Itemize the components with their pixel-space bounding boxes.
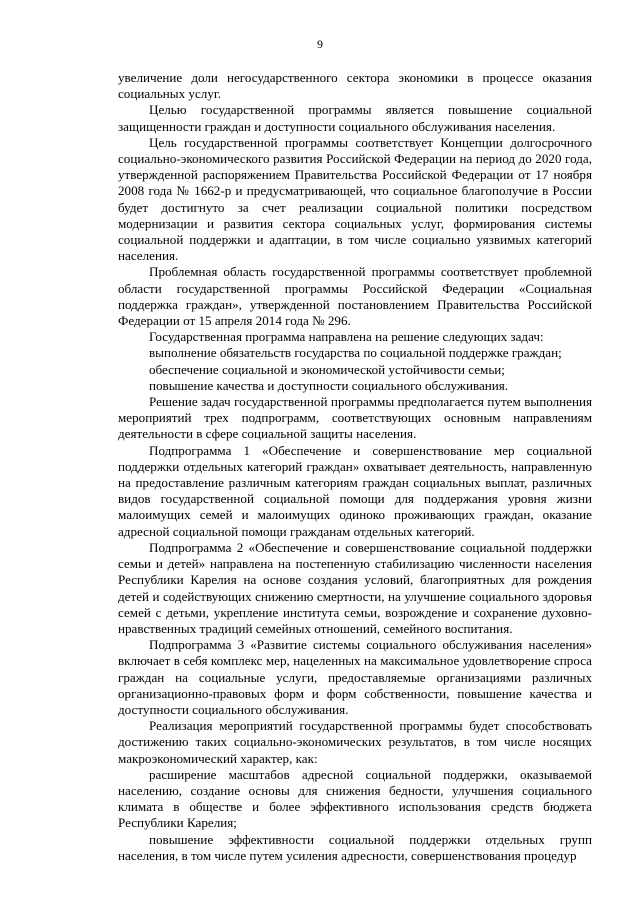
paragraph: Подпрограмма 3 «Развитие системы социального обслуживания населения» включает в себя комплекс мер, нацеленных на максимальное удовлетворение спроса граждан на социальные услуги, предоставляемые организациями различных организационно-правовых форм и форм собственности, повышение качества и доступности социального обслуживания.	[118, 637, 592, 717]
paragraph: Реализация мероприятий государственной программы будет способствовать достижению таких социально-экономических результатов, в том числе носящих макроэкономический характер, как:	[118, 718, 592, 766]
list-item: повышение качества и доступности социального обслуживания.	[149, 377, 509, 393]
paragraph: увеличение доли негосударственного сектора экономики в процессе оказания социальных услуг.	[118, 70, 592, 102]
paragraph: Подпрограмма 1 «Обеспечение и совершенствование мер социальной поддержки отдельных категорий граждан» охватывает деятельность, направленную на предоставление различным категориям граждан социальных выплат, различных видов государственной социальной помощи для поддержания уровня жизни малоимущих семей и малоимущих одиноко проживающих граждан, оказание адресной социальной помощи гражданам отдельных категорий.	[118, 442, 592, 539]
list-item: обеспечение социальной и экономической устойчивости семьи;	[149, 361, 505, 377]
document-body	[118, 70, 592, 864]
page-number: 9	[317, 37, 323, 51]
paragraph: Проблемная область государственной программы соответствует проблемной области государственной программы Российской Федерации «Социальная поддержка граждан», утвержденной постановлением Правительства Российской Федерации от 15 апреля 2014 года № 296.	[118, 264, 592, 329]
paragraph: Решение задач государственной программы предполагается путем выполнения мероприятий трех подпрограмм, соответствующих основным направлениям деятельности в сфере социальной защиты населения.	[118, 394, 592, 442]
list-item: расширение масштабов адресной социальной поддержки, оказываемой населению, создание основы для снижения бедности, улучшения социального климата в обществе и более эффективного использования средств бюджета Республики Карелия;	[118, 766, 592, 831]
list-item: повышение эффективности социальной поддержки отдельных групп населения, в том числе путем усиления адресности, совершенствования процедур	[118, 831, 592, 863]
list-item: выполнение обязательств государства по социальной поддержке граждан;	[149, 345, 562, 361]
paragraph: Целью государственной программы является повышение социальной защищенности граждан и доступности социального обслуживания населения.	[118, 102, 592, 134]
paragraph: Подпрограмма 2 «Обеспечение и совершенствование социальной поддержки семьи и детей» направлена на постепенную стабилизацию численности населения Республики Карелия на основе создания условий, благоприятных для рождения детей и содействующих снижению смертности, на улучшение социального здоровья семей с детьми, укрепление института семьи, возрождение и сохранение духовно-нравственных традиций семейных отношений, семейного воспитания.	[118, 539, 592, 636]
paragraph: Государственная программа направлена на решение следующих задач:	[149, 329, 544, 345]
paragraph: Цель государственной программы соответствует Концепции долгосрочного социально-экономического развития Российской Федерации на период до 2020 года, утвержденной распоряжением Правительства Российской Федерации от 17 ноября 2008 года № 1662-р и предусматривающей, что социальное благополучие в России будет достигнуто за счет реализации социальной политики посредством модернизации и развития сектора социальных услуг, формирования системы социальной поддержки и адаптации, в том числе социально уязвимых категорий населения.	[118, 134, 592, 264]
